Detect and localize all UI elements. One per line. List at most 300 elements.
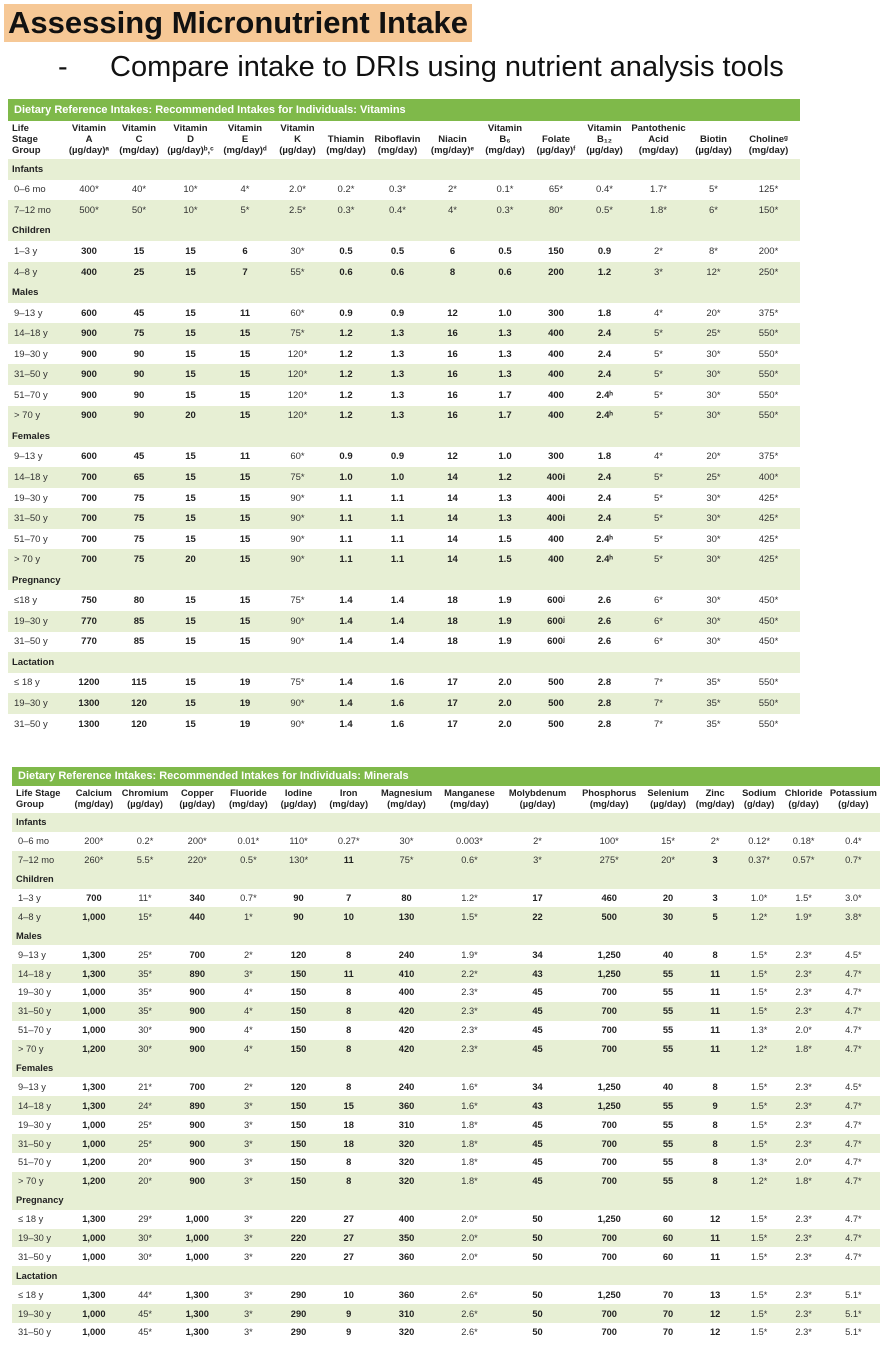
table-cell: 75* — [374, 851, 438, 870]
table-cell: 2.5* — [273, 200, 322, 221]
table-cell: 50* — [114, 200, 164, 221]
column-header-line: Chromium — [121, 788, 169, 798]
table-cell: 9 — [323, 1304, 374, 1323]
column-header-line: Vitamin — [280, 123, 315, 134]
table-cell: 420 — [398, 1025, 415, 1036]
table-cell: 45 — [532, 1025, 543, 1036]
column-header-line: C — [135, 134, 143, 145]
table-cell: 15 — [185, 636, 196, 648]
table-cell: 4.7* — [827, 1134, 880, 1153]
table-cell: 310 — [398, 1119, 415, 1130]
table-cell: 2.6* — [439, 1304, 500, 1323]
table-cell: 1.1 — [390, 492, 405, 504]
table-cell: 700 — [575, 1134, 644, 1153]
table-cell: 550* — [758, 389, 779, 401]
section-row — [12, 813, 880, 832]
table-cell: 500 — [548, 677, 564, 689]
table-cell: 1.8* — [461, 1119, 478, 1130]
table-cell: 1.9* — [461, 949, 478, 960]
table-cell: 15* — [118, 907, 171, 926]
table-cell: 3* — [500, 851, 575, 870]
table-row — [12, 1247, 880, 1266]
table-cell: 3* — [223, 1096, 274, 1115]
row-label: 1–3 y — [18, 893, 41, 903]
column-header-line: (µg/day) — [695, 145, 732, 156]
table-cell: 4.7* — [827, 1096, 880, 1115]
table-cell: 320 — [398, 1157, 415, 1168]
table-cell: 900 — [81, 348, 97, 360]
table-cell: 0.6 — [370, 262, 425, 283]
table-cell: 50 — [532, 1214, 543, 1225]
table-cell: 400i — [546, 492, 566, 504]
table-cell: 1,200 — [69, 1172, 118, 1191]
table-cell: 2* — [533, 836, 542, 847]
table-cell: 1.9 — [480, 611, 530, 632]
table-cell: 90 — [133, 389, 145, 401]
table-cell: 550* — [737, 406, 800, 427]
table-cell: 4.5* — [845, 1081, 862, 1092]
column-header-line: (µg/day) — [279, 145, 316, 156]
table-cell: 12 — [447, 307, 458, 319]
table-cell: 40 — [662, 1081, 674, 1092]
table-cell: 420 — [374, 1002, 438, 1021]
table-cell: 2.0 — [498, 677, 512, 689]
table-cell: 400 — [398, 1214, 415, 1225]
table-cell: 5* — [217, 200, 273, 221]
table-cell: 125* — [758, 184, 779, 196]
table-cell: 1.0 — [322, 467, 370, 488]
table-cell: 0.4* — [845, 836, 862, 847]
table-cell: 2.3* — [781, 1134, 827, 1153]
table-cell: 2.0* — [461, 1251, 478, 1262]
table-cell: 350 — [374, 1229, 438, 1248]
table-cell: 8 — [693, 1172, 738, 1191]
table-cell: 1.4 — [390, 636, 405, 648]
table-cell: 4.7* — [827, 1040, 880, 1059]
table-cell: 19 — [217, 693, 273, 714]
table-cell: 1,000 — [69, 1134, 118, 1153]
table-cell: 500 — [530, 693, 582, 714]
table-cell: 2.8 — [597, 718, 612, 730]
table-row — [12, 907, 880, 926]
table-cell: 50 — [532, 1251, 543, 1262]
table-cell: 1,000 — [82, 1327, 106, 1338]
table-cell: 27 — [323, 1229, 374, 1248]
table-cell: 1,000 — [185, 1214, 209, 1225]
table-cell: 400 — [548, 348, 564, 360]
column-header-line: Molybdenum — [508, 788, 567, 798]
table-cell: 4.7* — [827, 1229, 880, 1248]
table-cell: 1.9* — [781, 907, 827, 926]
column-header-line: (mg/day) — [74, 799, 114, 809]
table-cell: 30* — [399, 836, 414, 847]
header-row — [8, 121, 800, 159]
row-label: 31–50 y — [8, 364, 64, 385]
table-cell: 90 — [114, 406, 164, 427]
row-label: 4–8 y — [12, 907, 69, 926]
table-cell: 5* — [627, 467, 690, 488]
table-cell: 90 — [293, 893, 304, 903]
table-cell: 1.5* — [795, 893, 812, 903]
section-label: Pregnancy — [8, 570, 800, 591]
row-label: 51–70 y — [18, 1157, 52, 1168]
table-cell: 1.4 — [339, 677, 353, 689]
table-cell: 90 — [274, 907, 323, 926]
table-cell: 15 — [185, 718, 196, 730]
table-cell: 1.8* — [439, 1172, 500, 1191]
table-cell: 900 — [64, 364, 114, 385]
table-cell: 55 — [643, 1002, 692, 1021]
table-cell: 220* — [172, 851, 223, 870]
table-cell: 700 — [575, 1229, 644, 1248]
table-cell: 15 — [239, 492, 251, 504]
table-cell: 0.27* — [337, 836, 360, 847]
table-cell: 2.0* — [795, 1025, 812, 1036]
table-cell: 2.3* — [461, 1025, 478, 1036]
table-cell: 150 — [290, 987, 307, 998]
table-cell: 20 — [662, 893, 674, 903]
table-row — [12, 832, 880, 851]
section-row — [12, 1191, 880, 1210]
column-header-line: Vitamin — [487, 123, 523, 134]
table-cell: 1.3* — [750, 1157, 768, 1168]
table-row — [12, 1002, 880, 1021]
table-cell: 55 — [643, 964, 692, 983]
table-cell: 400 — [398, 987, 415, 998]
table-cell: 340 — [189, 893, 205, 903]
table-cell: 1,000 — [69, 1229, 118, 1248]
column-header-line: Zinc — [705, 788, 725, 798]
table-cell: 11 — [710, 1251, 721, 1262]
table-cell: 12 — [447, 451, 458, 463]
table-cell: 85 — [133, 636, 145, 648]
table-cell: 600ʲ — [547, 636, 565, 648]
column-header — [164, 121, 217, 159]
row-label: 7–12 mo — [8, 200, 64, 221]
section-label: Pregnancy — [12, 1191, 880, 1210]
table-cell: 15 — [185, 451, 196, 463]
table-cell: 550* — [758, 718, 779, 730]
table-cell: 19 — [239, 718, 251, 730]
table-cell: 115 — [131, 677, 147, 689]
column-header-line: (µg/day)ᵇ,ᶜ — [167, 145, 214, 156]
table-row — [8, 262, 800, 283]
row-label: 31–50 y — [8, 508, 64, 529]
table-cell: 45 — [500, 1002, 575, 1021]
row-label: > 70 y — [12, 1040, 69, 1059]
table-cell: 5* — [627, 323, 690, 344]
table-cell: 11 — [693, 1040, 738, 1059]
column-header — [737, 121, 800, 159]
table-cell: 80 — [401, 893, 412, 903]
table-cell: 45 — [532, 987, 543, 998]
table-cell: 320 — [374, 1134, 438, 1153]
table-cell: 5.1* — [845, 1327, 862, 1338]
column-header-line: Iron — [339, 788, 358, 798]
table-row — [8, 673, 800, 694]
table-cell: 18 — [447, 636, 458, 648]
table-cell: 30* — [706, 492, 721, 504]
table-cell: 1,250 — [575, 1096, 644, 1115]
column-header — [374, 786, 438, 813]
section-row — [8, 282, 800, 303]
table-cell: 11 — [323, 964, 374, 983]
table-cell: 45* — [118, 1304, 171, 1323]
table-cell: 12 — [709, 1327, 721, 1338]
column-header-line: E — [241, 134, 249, 145]
table-cell: 2.8 — [597, 677, 612, 689]
row-label: 31–50 y — [14, 636, 48, 648]
table-row — [8, 323, 800, 344]
table-cell: 300 — [81, 245, 97, 257]
column-header — [118, 786, 171, 813]
column-header-line: (mg/day) — [695, 799, 735, 809]
table-cell: 25* — [138, 949, 153, 960]
table-cell: 4* — [240, 184, 250, 196]
table-cell: 150 — [290, 1025, 307, 1036]
table-cell: 2.3* — [795, 1327, 812, 1338]
row-label: 4–8 y — [8, 262, 64, 283]
table-cell: 150 — [274, 964, 323, 983]
table-row — [8, 549, 800, 570]
column-header-line: Acid — [648, 134, 669, 145]
column-header — [172, 786, 223, 813]
table-cell: 20 — [164, 549, 217, 570]
table-cell: 1300 — [78, 718, 100, 730]
table-cell: 2.0* — [289, 184, 306, 196]
table-cell: 1* — [223, 907, 274, 926]
table-cell: 120* — [273, 364, 322, 385]
table-cell: 120* — [287, 389, 308, 401]
table-cell: 18 — [343, 1119, 354, 1130]
table-cell: 1.3 — [498, 348, 512, 360]
table-cell: 700 — [601, 1251, 617, 1262]
column-header — [827, 786, 880, 813]
table-cell: 2.3* — [795, 1214, 812, 1225]
table-cell: 34 — [532, 1081, 543, 1092]
table-cell: 1.2 — [322, 323, 370, 344]
table-row — [12, 851, 880, 870]
column-header-line: A — [85, 134, 93, 145]
row-label: 14–18 y — [8, 467, 64, 488]
table-cell: 400i — [530, 467, 582, 488]
table-cell: 4.7* — [827, 1002, 880, 1021]
table-cell: 1.5* — [750, 949, 768, 960]
table-cell: 360 — [374, 1096, 438, 1115]
column-header-line: Manganese — [444, 788, 495, 798]
section-label: Children — [8, 221, 800, 242]
table-cell: 1,300 — [172, 1304, 223, 1323]
table-row — [8, 714, 800, 735]
table-cell: 1.6* — [439, 1096, 500, 1115]
table-cell: 0.12* — [748, 836, 770, 847]
row-label: 14–18 y — [12, 1096, 69, 1115]
table-row — [8, 385, 800, 406]
table-cell: 30* — [690, 549, 737, 570]
table-cell: 1.3 — [480, 508, 530, 529]
table-cell: 1,000 — [69, 1002, 118, 1021]
table-cell: 425* — [758, 533, 779, 545]
table-cell: 400 — [530, 364, 582, 385]
section-row — [8, 426, 800, 447]
table-cell: 1,000 — [82, 1251, 106, 1262]
row-label: 0–6 mo — [14, 184, 46, 196]
row-label: 9–13 y — [14, 451, 43, 463]
column-header — [217, 121, 273, 159]
column-header-line: B₆ — [499, 134, 511, 145]
table-cell: 0.6 — [480, 262, 530, 283]
table-row — [12, 1115, 880, 1134]
table-cell: 50 — [500, 1304, 575, 1323]
table-cell: 70 — [662, 1327, 674, 1338]
table-cell: 25* — [138, 1119, 153, 1130]
table-cell: 15 — [164, 364, 217, 385]
table-cell: 20* — [643, 851, 692, 870]
table-cell: 120 — [290, 1081, 307, 1092]
table-cell: 4.7* — [827, 1172, 880, 1191]
table-cell: 8* — [709, 245, 718, 257]
section-row — [8, 221, 800, 242]
table-cell: 220 — [290, 1214, 307, 1225]
table-cell: 8 — [712, 1157, 718, 1168]
table-cell: 500 — [575, 907, 644, 926]
table-cell: 700 — [601, 1327, 617, 1338]
table-cell: 2.3* — [439, 1002, 500, 1021]
table-cell: 55* — [273, 262, 322, 283]
row-label: 7–12 mo — [12, 851, 69, 870]
table-cell: 8 — [346, 987, 352, 998]
table-cell: 65* — [548, 184, 564, 196]
row-label: ≤ 18 y — [18, 1214, 44, 1225]
table-cell: 20* — [706, 451, 721, 463]
table-cell: 5.1* — [827, 1304, 880, 1323]
table-cell: 35* — [118, 1002, 171, 1021]
table-cell: 400 — [548, 533, 564, 545]
table-cell: 550* — [737, 693, 800, 714]
table-cell: 1.5* — [750, 987, 768, 998]
table-cell: 15 — [164, 262, 217, 283]
column-header-line: Fluoride — [230, 788, 267, 798]
table-cell: 24* — [118, 1096, 171, 1115]
table-cell: 4* — [654, 451, 663, 463]
table-cell: 900 — [81, 389, 97, 401]
column-header-line: (µg/day) — [650, 799, 686, 809]
table-cell: 25* — [690, 323, 737, 344]
column-header-line: Group — [12, 145, 41, 156]
table-cell: 1,000 — [82, 1025, 106, 1036]
table-cell: 550* — [737, 364, 800, 385]
table-cell: 14 — [425, 549, 480, 570]
table-cell: 1.2* — [738, 907, 781, 926]
table-cell: 0.1* — [496, 184, 514, 196]
table-cell: 16 — [447, 348, 458, 360]
section-label: Children — [12, 870, 880, 889]
table-cell: 30* — [706, 348, 721, 360]
table-row — [12, 1040, 880, 1059]
table-cell: 900 — [64, 323, 114, 344]
table-cell: 15 — [239, 348, 251, 360]
table-cell: 3* — [223, 1304, 274, 1323]
table-cell: 7* — [627, 693, 690, 714]
table-cell: 250* — [737, 262, 800, 283]
table-cell: 1.1 — [322, 508, 370, 529]
column-header-line: D — [187, 134, 194, 145]
column-header — [114, 121, 164, 159]
table-cell: 15 — [133, 245, 145, 257]
table-cell: 43 — [500, 964, 575, 983]
table-cell: 30* — [690, 406, 737, 427]
table-cell: 2.4ʰ — [596, 533, 613, 545]
table-cell: 11 — [710, 987, 721, 998]
table-cell: 1.1 — [370, 508, 425, 529]
row-label: 19–30 y — [8, 611, 64, 632]
table-cell: 90* — [290, 492, 305, 504]
table-cell: 1.0 — [370, 467, 425, 488]
table-cell: 1.4 — [339, 718, 353, 730]
table-row — [8, 611, 800, 632]
table-cell: 6* — [654, 636, 663, 648]
bullet-dash: - — [58, 51, 68, 83]
section-row — [8, 570, 800, 591]
table-cell: 22 — [500, 907, 575, 926]
table-cell: 10 — [343, 1289, 354, 1300]
table-cell: 1.5* — [750, 1081, 768, 1092]
table-cell: 3* — [244, 1327, 253, 1338]
table-cell: 25* — [690, 467, 737, 488]
table-row — [8, 200, 800, 221]
table-cell: 2.3* — [795, 949, 812, 960]
table-cell: 2.6 — [597, 636, 612, 648]
column-header-line: (µg/day) — [586, 145, 623, 156]
table-cell: 0.3* — [389, 184, 406, 196]
table-cell: 450* — [758, 595, 779, 607]
column-header — [643, 786, 692, 813]
column-header-line: Cholineᵍ — [749, 134, 788, 145]
table-cell: 75 — [114, 323, 164, 344]
column-header — [738, 786, 781, 813]
table-cell: 60 — [662, 1251, 674, 1262]
section-row — [8, 652, 800, 673]
table-cell: 260* — [69, 851, 118, 870]
table-cell: 440 — [172, 907, 223, 926]
section-row — [12, 1059, 880, 1078]
table-cell: 20* — [706, 307, 721, 319]
table-cell: 2.4 — [582, 467, 627, 488]
column-header-line: (g/day) — [743, 799, 775, 809]
table-cell: 1.6 — [390, 677, 405, 689]
table-cell: 2.3* — [781, 1229, 827, 1248]
table-cell: 1.3 — [390, 389, 405, 401]
table-cell: 11 — [693, 964, 738, 983]
table-cell: 200 — [530, 262, 582, 283]
table-cell: 1.3* — [750, 1025, 768, 1036]
table-cell: 12* — [690, 262, 737, 283]
table-cell: 20* — [138, 1157, 153, 1168]
table-cell: 1.9 — [498, 636, 512, 648]
table-cell: 0.5* — [582, 200, 627, 221]
column-header — [322, 121, 370, 159]
row-label: 9–13 y — [14, 307, 43, 319]
column-header-line: Niacin — [438, 134, 467, 145]
table-cell: 2.0 — [480, 693, 530, 714]
table-cell: 1.5* — [738, 1134, 781, 1153]
table-cell: 15 — [217, 364, 273, 385]
table-row — [12, 1304, 880, 1323]
table-cell: 1,200 — [69, 1040, 118, 1059]
table-cell: 0.57* — [781, 851, 827, 870]
column-header — [323, 786, 374, 813]
table-cell: 0.9 — [339, 307, 353, 319]
